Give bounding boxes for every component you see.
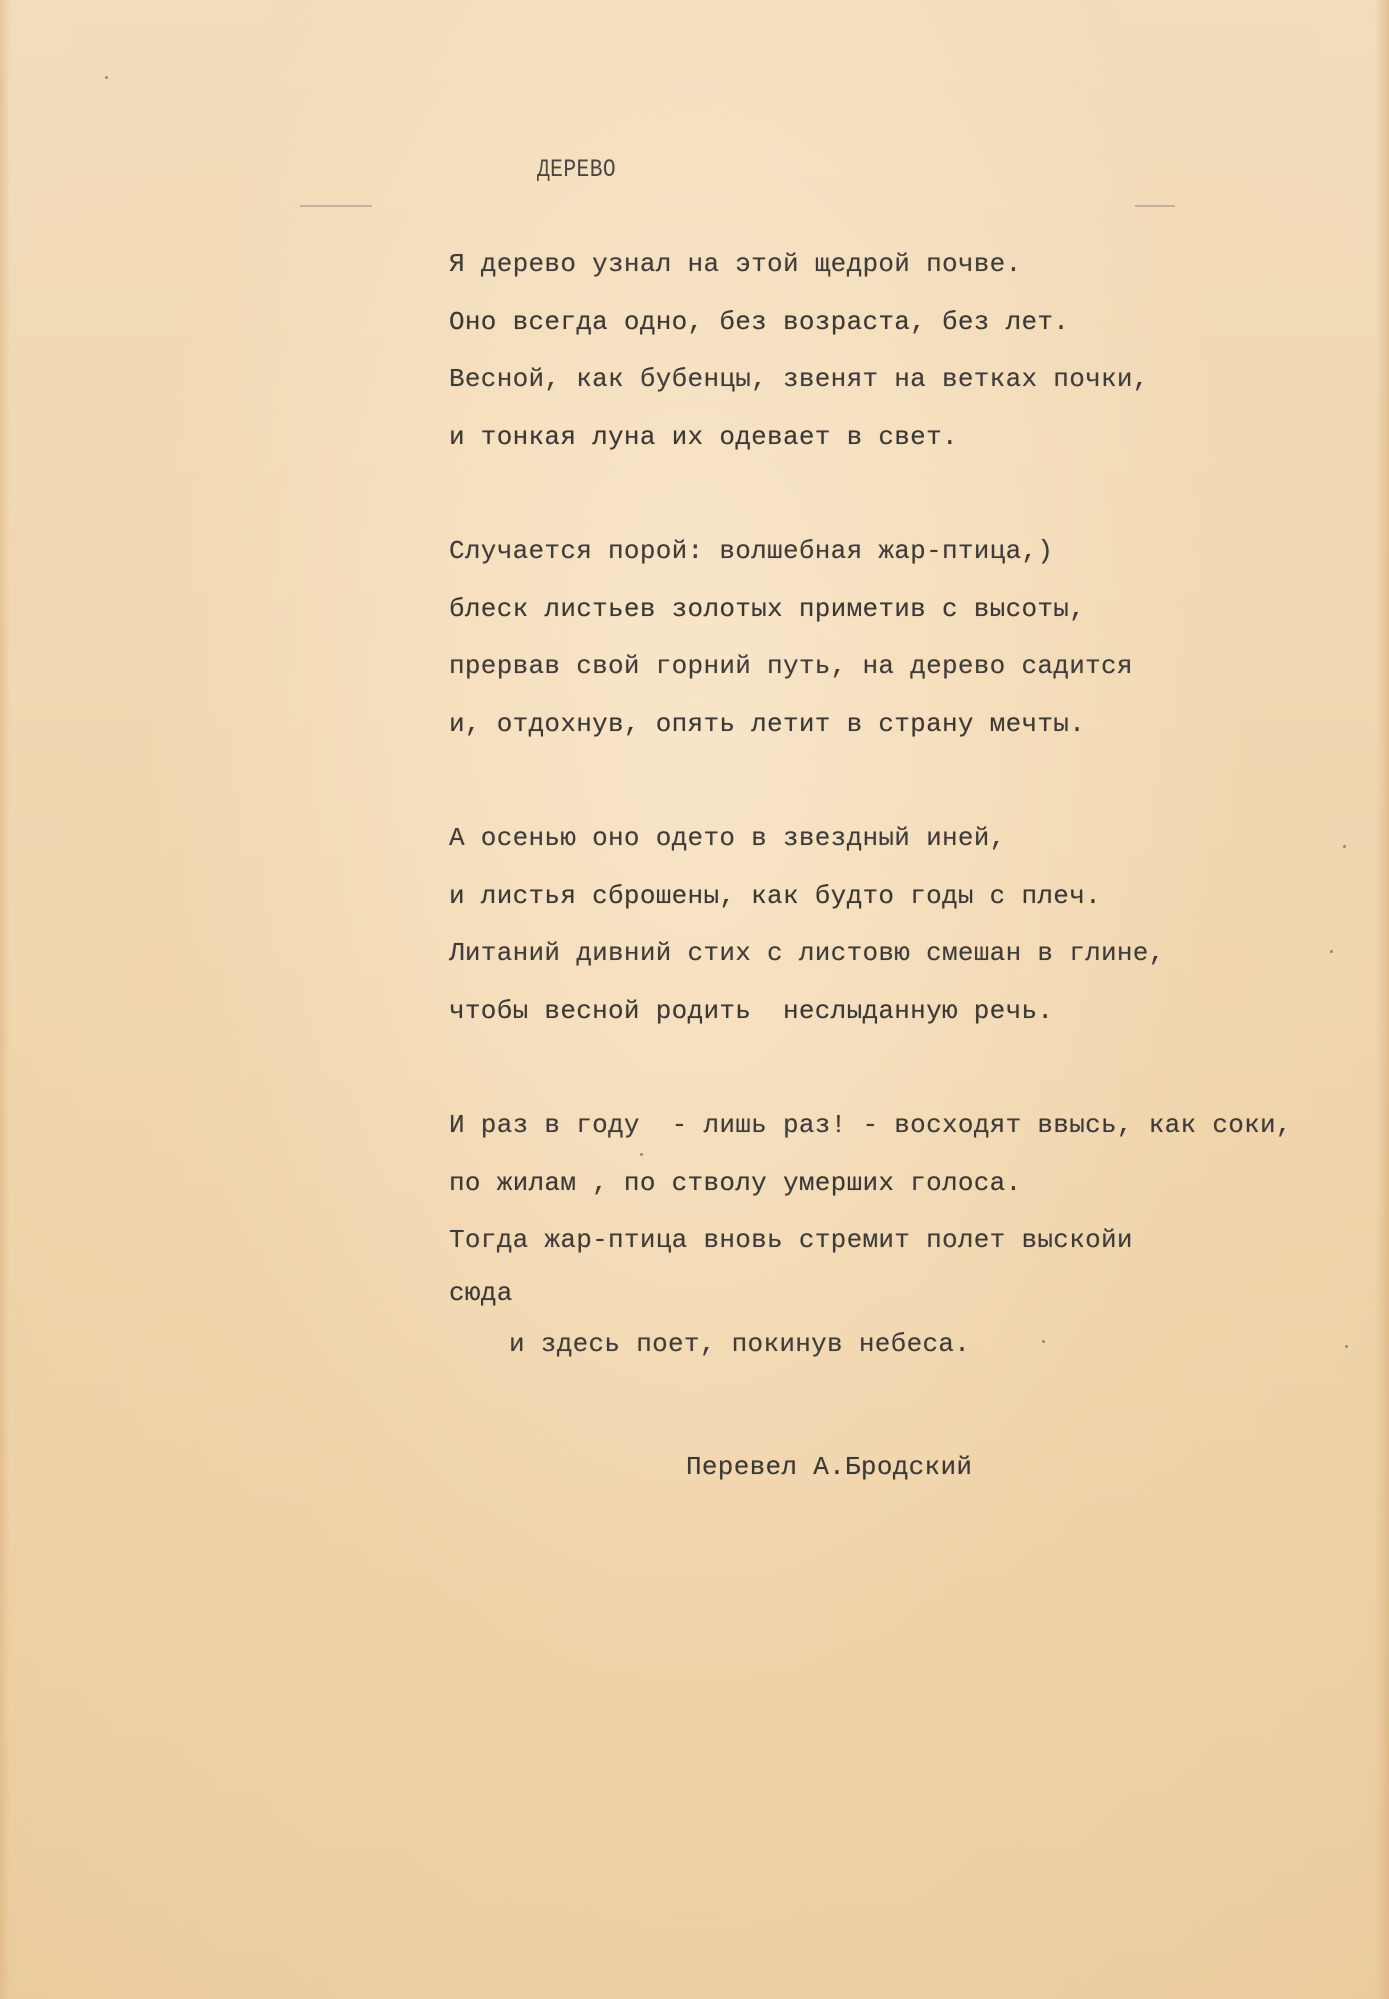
stanza-2 bbox=[449, 523, 1349, 753]
poem-line: прервав свой горний путь, на дерево садится bbox=[449, 651, 1133, 681]
paper-speck bbox=[1345, 1345, 1348, 1348]
paper-speck bbox=[640, 1153, 643, 1156]
poem-line: Случается порой: волшебная жар-птица,) bbox=[449, 536, 1054, 566]
poem-line: чтобы весной родить неслыданную речь. bbox=[449, 995, 1054, 1026]
paper-edge-left bbox=[0, 0, 10, 1999]
poem-line: Литаний дивний стих с листовю смешан в глине, bbox=[449, 938, 1165, 968]
poem-line: и, отдохнув, опять летит в страну мечты. bbox=[449, 708, 1086, 739]
stanza-4 bbox=[449, 1097, 1349, 1373]
poem-line-indented: и здесь поет, покинув небеса. bbox=[509, 1328, 971, 1359]
paper-speck bbox=[105, 76, 108, 79]
poem-title: ДЕРЕВО bbox=[537, 155, 617, 184]
poem-line: Оно всегда одно, без возраста, без лет. bbox=[449, 306, 1070, 337]
poem-line: Я дерево узнал на этой щедрой почве. bbox=[449, 249, 1022, 279]
translator-signature: Перевел А.Бродский bbox=[686, 1452, 973, 1482]
poem-line: сюда bbox=[449, 1277, 513, 1308]
poem-line: и листья сброшены, как будто годы с плеч. bbox=[449, 880, 1102, 911]
paper-speck bbox=[1042, 1340, 1045, 1343]
poem-line: А осенью оно одето в звездный иней, bbox=[449, 823, 1006, 853]
poem-line: блеск листьев золотых приметив с высоты, bbox=[449, 593, 1086, 624]
paper-speck bbox=[1330, 950, 1333, 953]
stanza-1 bbox=[449, 236, 1349, 466]
margin-mark-left bbox=[300, 205, 372, 207]
poem-line: И раз в году - лишь раз! - восходят ввысь, как соки, bbox=[449, 1110, 1292, 1140]
stanza-3 bbox=[449, 810, 1349, 1040]
poem-line: Весной, как бубенцы, звенят на ветках почки, bbox=[449, 364, 1149, 394]
poem-line: Тогда жар-птица вновь стремит полет выскойи bbox=[449, 1225, 1133, 1255]
poem-line: по жилам , по стволу умерших голоса. bbox=[449, 1167, 1022, 1198]
paper-edge-right bbox=[1375, 0, 1389, 1999]
poem-body bbox=[449, 236, 1349, 1430]
poem-line: и тонкая луна их одевает в свет. bbox=[449, 421, 958, 452]
margin-mark-right bbox=[1135, 205, 1175, 207]
paper-speck bbox=[1343, 845, 1346, 848]
